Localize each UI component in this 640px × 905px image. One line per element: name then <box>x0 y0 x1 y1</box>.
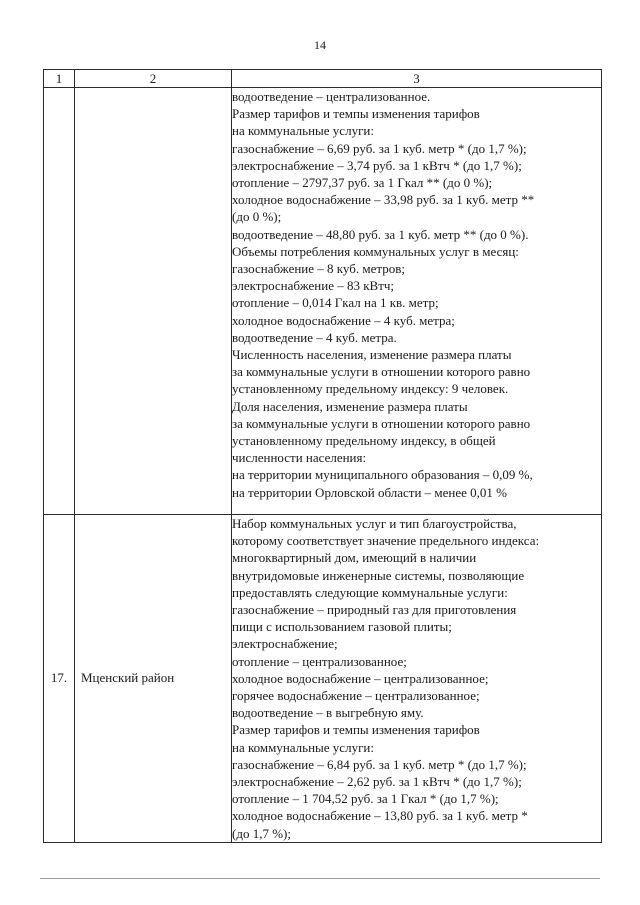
text-line: водоотведение – 48,80 руб. за 1 куб. метр ** (до 0 %). <box>232 226 529 242</box>
district-name <box>75 88 232 515</box>
details-cell <box>232 515 602 843</box>
text-line: электроснабжение – 3,74 руб. за 1 кВтч * (до 1,7 %); <box>232 157 522 173</box>
text-line: газоснабжение – 6,84 руб. за 1 куб. метр * (до 1,7 %); <box>232 756 527 772</box>
table-row <box>44 88 602 515</box>
text-line: Объемы потребления коммунальных услуг в месяц: <box>232 243 519 259</box>
text-line: многоквартирный дом, имеющий в наличии <box>232 550 477 566</box>
table-header-row <box>44 70 602 88</box>
tariff-table <box>43 69 602 843</box>
text-line: холодное водоснабжение – централизованное; <box>232 670 489 686</box>
text-line: Набор коммунальных услуг и тип благоустройства, <box>232 516 517 531</box>
text-line: отопление – централизованное; <box>232 653 407 669</box>
text-line: водоотведение – 4 куб. метра. <box>232 329 397 345</box>
text-line: холодное водоснабжение – 13,80 руб. за 1 куб. метр * <box>232 808 528 824</box>
text-line: холодное водоснабжение – 33,98 руб. за 1 куб. метр ** <box>232 192 535 208</box>
text-line: электроснабжение – 2,62 руб. за 1 кВтч * (до 1,7 %); <box>232 774 522 790</box>
text-line: газоснабжение – 8 куб. метров; <box>232 261 405 277</box>
row-number: 17. <box>44 515 75 843</box>
text-line: численности населения: <box>232 450 367 466</box>
text-line: на коммунальные услуги: <box>232 739 374 755</box>
text-line: Численность населения, изменение размера платы <box>232 347 512 363</box>
text-line: электроснабжение – 83 кВтч; <box>232 278 395 294</box>
text-line: отопление – 0,014 Гкал на 1 кв. метр; <box>232 295 439 311</box>
text-line: на коммунальные услуги: <box>232 123 374 139</box>
text-line: пищи с использованием газовой плиты; <box>232 619 452 635</box>
text-line: холодное водоснабжение – 4 куб. метра; <box>232 312 455 328</box>
row-number <box>44 88 75 515</box>
text-line: электроснабжение; <box>232 636 338 652</box>
page-number: 14 <box>314 38 326 52</box>
table-row <box>44 515 602 843</box>
text-line: газоснабжение – 6,69 руб. за 1 куб. метр * (до 1,7 %); <box>232 140 527 156</box>
text-line: (до 0 %); <box>232 209 282 225</box>
text-line: за коммунальные услуги в отношении которого равно <box>232 415 531 431</box>
text-line: отопление – 1 704,52 руб. за 1 Гкал * (до 1,7 %); <box>232 791 499 807</box>
text-line: Размер тарифов и темпы изменения тарифов <box>232 722 480 738</box>
text-line: водоотведение – в выгребную яму. <box>232 705 424 721</box>
page-bottom-rule <box>40 878 600 879</box>
text-line: горячее водоснабжение – централизованное; <box>232 688 480 704</box>
text-line: (до 1,7 %); <box>232 825 291 841</box>
details-cell <box>232 88 602 515</box>
text-line: которому соответствует значение предельного индекса: <box>232 533 540 549</box>
text-line: на территории муниципального образования – 0,09 %, <box>232 467 533 483</box>
header-col-2: 2 <box>75 70 232 88</box>
header-col-1: 1 <box>44 70 75 88</box>
text-line: предоставлять следующие коммунальные услуги: <box>232 584 508 600</box>
text-line: газоснабжение – природный газ для приготовления <box>232 602 517 618</box>
text-line: установленному предельному индексу, в общей <box>232 433 496 449</box>
text-line: Размер тарифов и темпы изменения тарифов <box>232 106 480 122</box>
text-line: Доля населения, изменение размера платы <box>232 398 468 414</box>
text-line: водоотведение – централизованное. <box>232 89 431 104</box>
text-line: установленному предельному индексу: 9 человек. <box>232 381 509 397</box>
text-line: отопление – 2797,37 руб. за 1 Гкал ** (до 0 %); <box>232 175 493 191</box>
header-col-3: 3 <box>232 70 602 88</box>
district-name: Мценский район <box>75 515 232 843</box>
text-line: внутридомовые инженерные системы, позволяющие <box>232 567 525 583</box>
text-line: за коммунальные услуги в отношении которого равно <box>232 364 531 380</box>
text-line: на территории Орловской области – менее 0,01 % <box>232 484 507 500</box>
